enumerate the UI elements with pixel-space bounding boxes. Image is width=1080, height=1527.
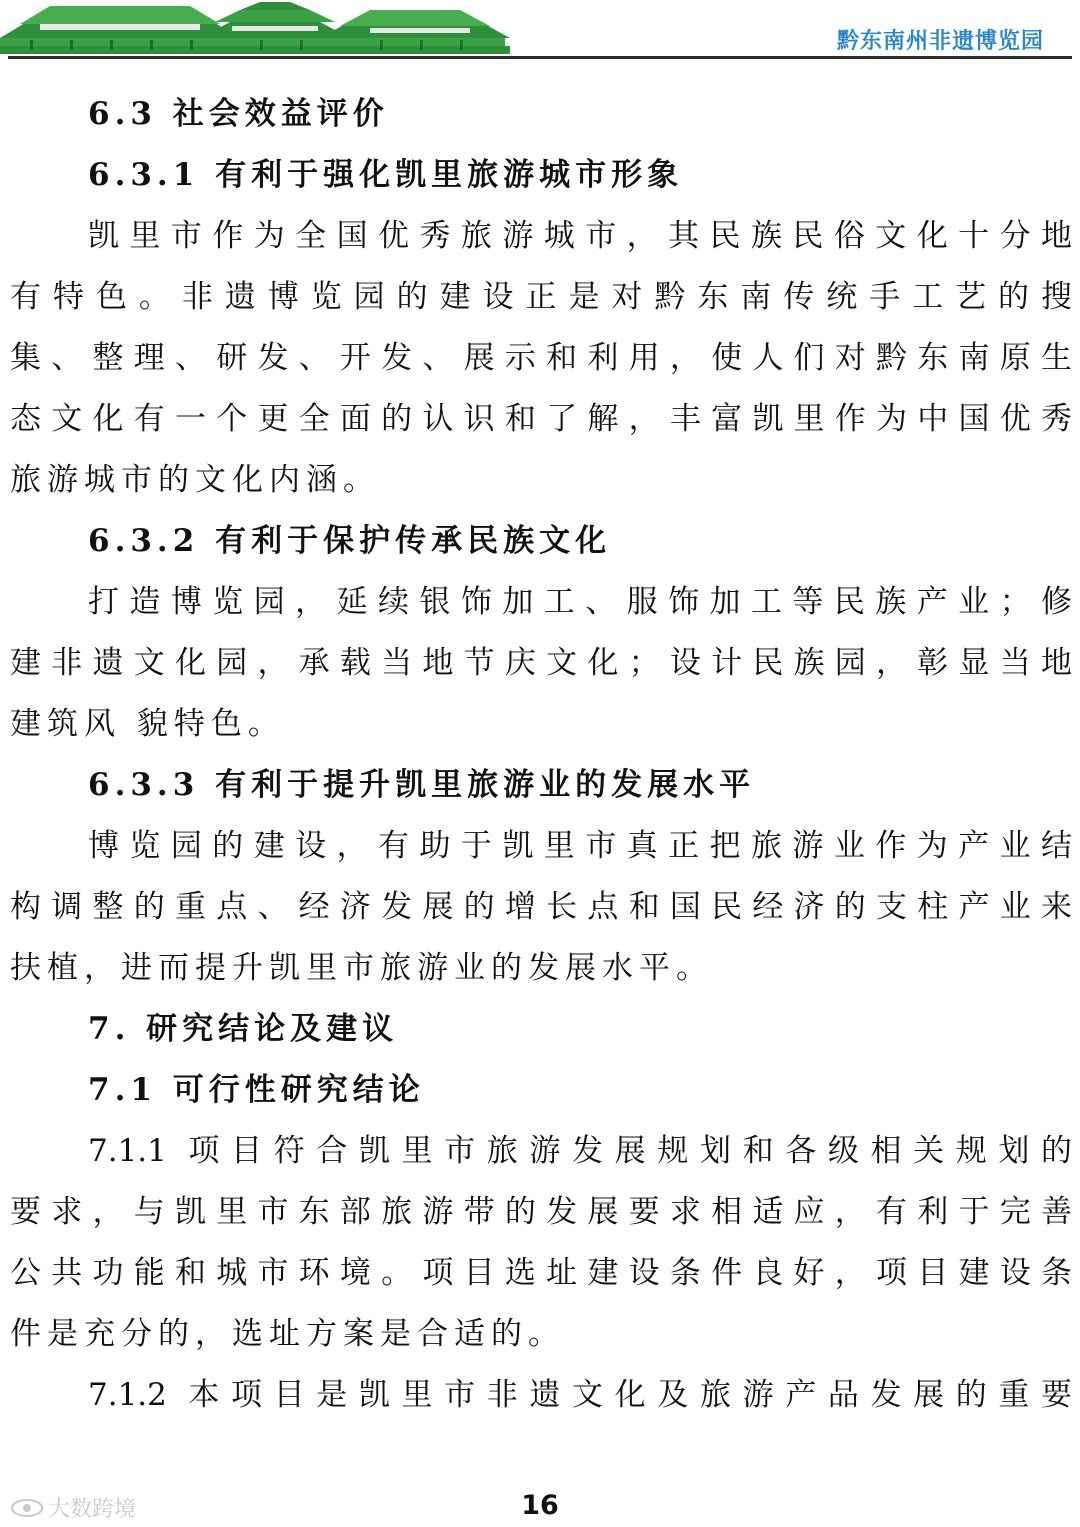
text-line: 7.1.1 项目符合凯里市旅游发展规划和各级相关规划的 <box>88 1133 1072 1169</box>
document-body <box>0 84 1080 1426</box>
text-line: 要求，与凯里市东部旅游带的发展要求相适应，有利于完善 <box>10 1194 1072 1230</box>
text-line: 构调整的重点、经济发展的增长点和国民经济的支柱产业来 <box>10 889 1072 925</box>
text-line: 7.1.2 本项目是凯里市非遗文化及旅游产品发展的重要 <box>88 1377 1072 1413</box>
text-line: 博览园的建设，有助于凯里市真正把旅游业作为产业结 <box>88 828 1072 864</box>
section-heading: 6.3.3 有利于提升凯里旅游业的发展水平 <box>88 767 756 803</box>
watermark-text: 大数跨境 <box>48 1497 137 1522</box>
text-line: 凯里市作为全国优秀旅游城市，其民族民俗文化十分地 <box>88 218 1072 254</box>
text-line: 集、整理、研发、开发、展示和利用，使人们对黔东南原生 <box>10 340 1072 376</box>
section-heading: 7. 研究结论及建议 <box>88 1011 399 1047</box>
page-number: 16 <box>521 1490 559 1521</box>
section-heading: 6.3.1 有利于强化凯里旅游城市形象 <box>88 157 684 193</box>
text-line: 旅游城市的文化内涵。 <box>10 462 380 498</box>
section-heading: 6.3 社会效益评价 <box>88 96 389 132</box>
text-line: 打造博览园，延续银饰加工、服饰加工等民族产业；修 <box>88 584 1072 620</box>
paragraph <box>0 1121 1080 1365</box>
text-line: 件是充分的，选址方案是合适的。 <box>10 1316 565 1352</box>
paragraph <box>0 572 1080 755</box>
header-divider <box>8 56 1072 59</box>
pagoda-banner-icon <box>0 0 520 60</box>
text-line: 态文化有一个更全面的认识和了解，丰富凯里作为中国优秀 <box>10 401 1072 437</box>
section-heading: 7.1 可行性研究结论 <box>88 1072 425 1108</box>
header-title: 黔东南州非遗博览园 <box>836 29 1044 54</box>
paragraph <box>0 816 1080 999</box>
section-heading: 6.3.2 有利于保护传承民族文化 <box>88 523 612 559</box>
paragraph <box>0 1365 1080 1426</box>
text-line: 建筑风 貌特色。 <box>10 706 285 742</box>
text-line: 建非遗文化园，承载当地节庆文化；设计民族园，彰显当地 <box>10 645 1072 681</box>
text-line: 有特色。非遗博览园的建设正是对黔东南传统手工艺的搜 <box>10 279 1072 315</box>
text-line: 扶植，进而提升凯里市旅游业的发展水平。 <box>10 950 713 986</box>
eye-logo-icon <box>10 1497 44 1519</box>
watermark <box>10 1492 136 1523</box>
paragraph <box>0 206 1080 511</box>
text-line: 公共功能和城市环境。项目选址建设条件良好，项目建设条 <box>10 1255 1072 1291</box>
page-header <box>0 0 1080 60</box>
